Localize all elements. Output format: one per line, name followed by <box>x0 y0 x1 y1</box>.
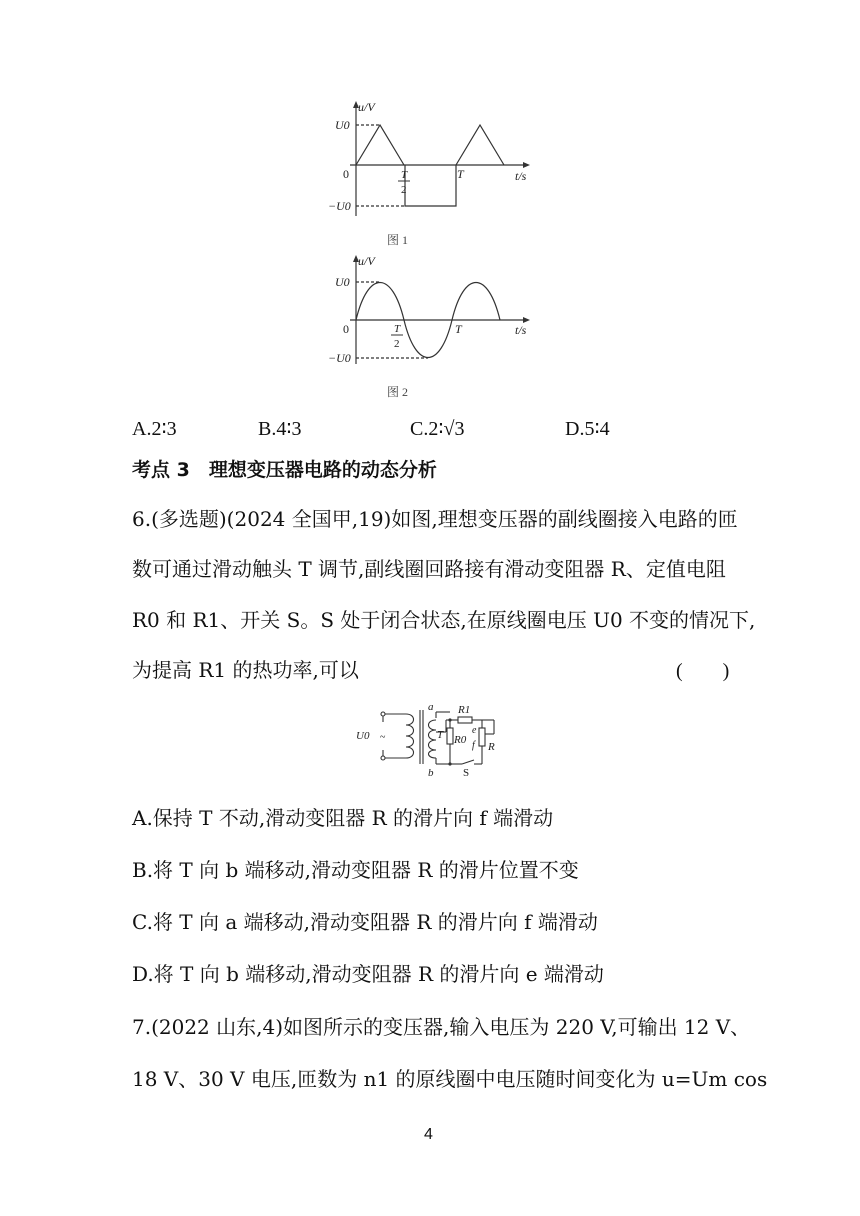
origin-label: 0 <box>343 322 349 336</box>
neg-u0-label: −U0 <box>328 199 351 213</box>
r0-label: R0 <box>454 734 467 746</box>
half-t-numerator: T <box>401 169 408 181</box>
q6-option-a: A.保持 T 不动,滑动变阻器 R 的滑片向 f 端滑动 <box>132 806 554 830</box>
option-c: C.2∶√3 <box>410 418 465 440</box>
q6-line-3: R0 和 R1、开关 S。S 处于闭合状态,在原线圈电压 U0 不变的情况下, <box>132 608 756 632</box>
q6-option-c: C.将 T 向 a 端移动,滑动变阻器 R 的滑片向 f 端滑动 <box>132 910 598 934</box>
neg-u0-label: −U0 <box>328 351 351 365</box>
half-t-denominator: 2 <box>394 338 400 350</box>
q6-line-4: 为提高 R1 的热功率,可以 <box>132 658 359 682</box>
x-axis-label: t/s <box>515 169 527 183</box>
terminal-a-label: a <box>428 701 434 713</box>
option-a: A.2∶3 <box>132 418 177 440</box>
source-voltage-label: U0 <box>356 730 370 742</box>
r-label: R <box>488 741 495 753</box>
tap-t-label: T <box>437 729 444 741</box>
q7-line-2: 18 V、30 V 电压,匝数为 n1 的原线圈中电压随时间变化为 u=Um cos <box>132 1067 768 1091</box>
figure-2 <box>320 252 550 377</box>
page-number: 4 <box>424 1126 433 1143</box>
figure-2-caption: 图 2 <box>387 385 409 399</box>
terminal-f-label: f <box>472 740 475 751</box>
q6-line-2: 数可通过滑动触头 T 调节,副线圈回路接有滑动变阻器 R、定值电阻 <box>132 557 726 581</box>
r1-label: R1 <box>458 704 471 716</box>
u0-label: U0 <box>335 118 350 132</box>
option-b: B.4∶3 <box>258 418 302 440</box>
half-t-numerator: T <box>394 323 401 335</box>
transformer-circuit-diagram <box>350 698 510 780</box>
x-axis-label: t/s <box>515 323 527 337</box>
answer-bracket: ( ) <box>676 660 730 682</box>
figure-1 <box>320 98 550 248</box>
period-label: T <box>457 167 464 181</box>
ac-symbol: ~ <box>380 732 386 743</box>
u0-label: U0 <box>335 275 350 289</box>
y-axis-label: u/V <box>358 254 375 268</box>
figure-1-caption: 图 1 <box>387 233 409 247</box>
option-d: D.5∶4 <box>565 418 610 440</box>
q6-option-d: D.将 T 向 b 端移动,滑动变阻器 R 的滑片向 e 端滑动 <box>132 962 604 986</box>
origin-label: 0 <box>343 167 349 181</box>
q6-option-b: B.将 T 向 b 端移动,滑动变阻器 R 的滑片位置不变 <box>132 858 579 882</box>
half-t-denominator: 2 <box>401 184 407 196</box>
section-heading: 考点 3 理想变压器电路的动态分析 <box>132 459 437 481</box>
y-axis-label: u/V <box>358 100 375 114</box>
terminal-b-label: b <box>428 767 434 779</box>
switch-s-label: S <box>463 767 470 779</box>
terminal-e-label: e <box>472 725 477 736</box>
period-label: T <box>455 322 462 336</box>
q7-line-1: 7.(2022 山东,4)如图所示的变压器,输入电压为 220 V,可输出 12 V、 <box>132 1015 751 1039</box>
q6-line-1: 6.(多选题)(2024 全国甲,19)如图,理想变压器的副线圈接入电路的匝 <box>132 507 738 531</box>
